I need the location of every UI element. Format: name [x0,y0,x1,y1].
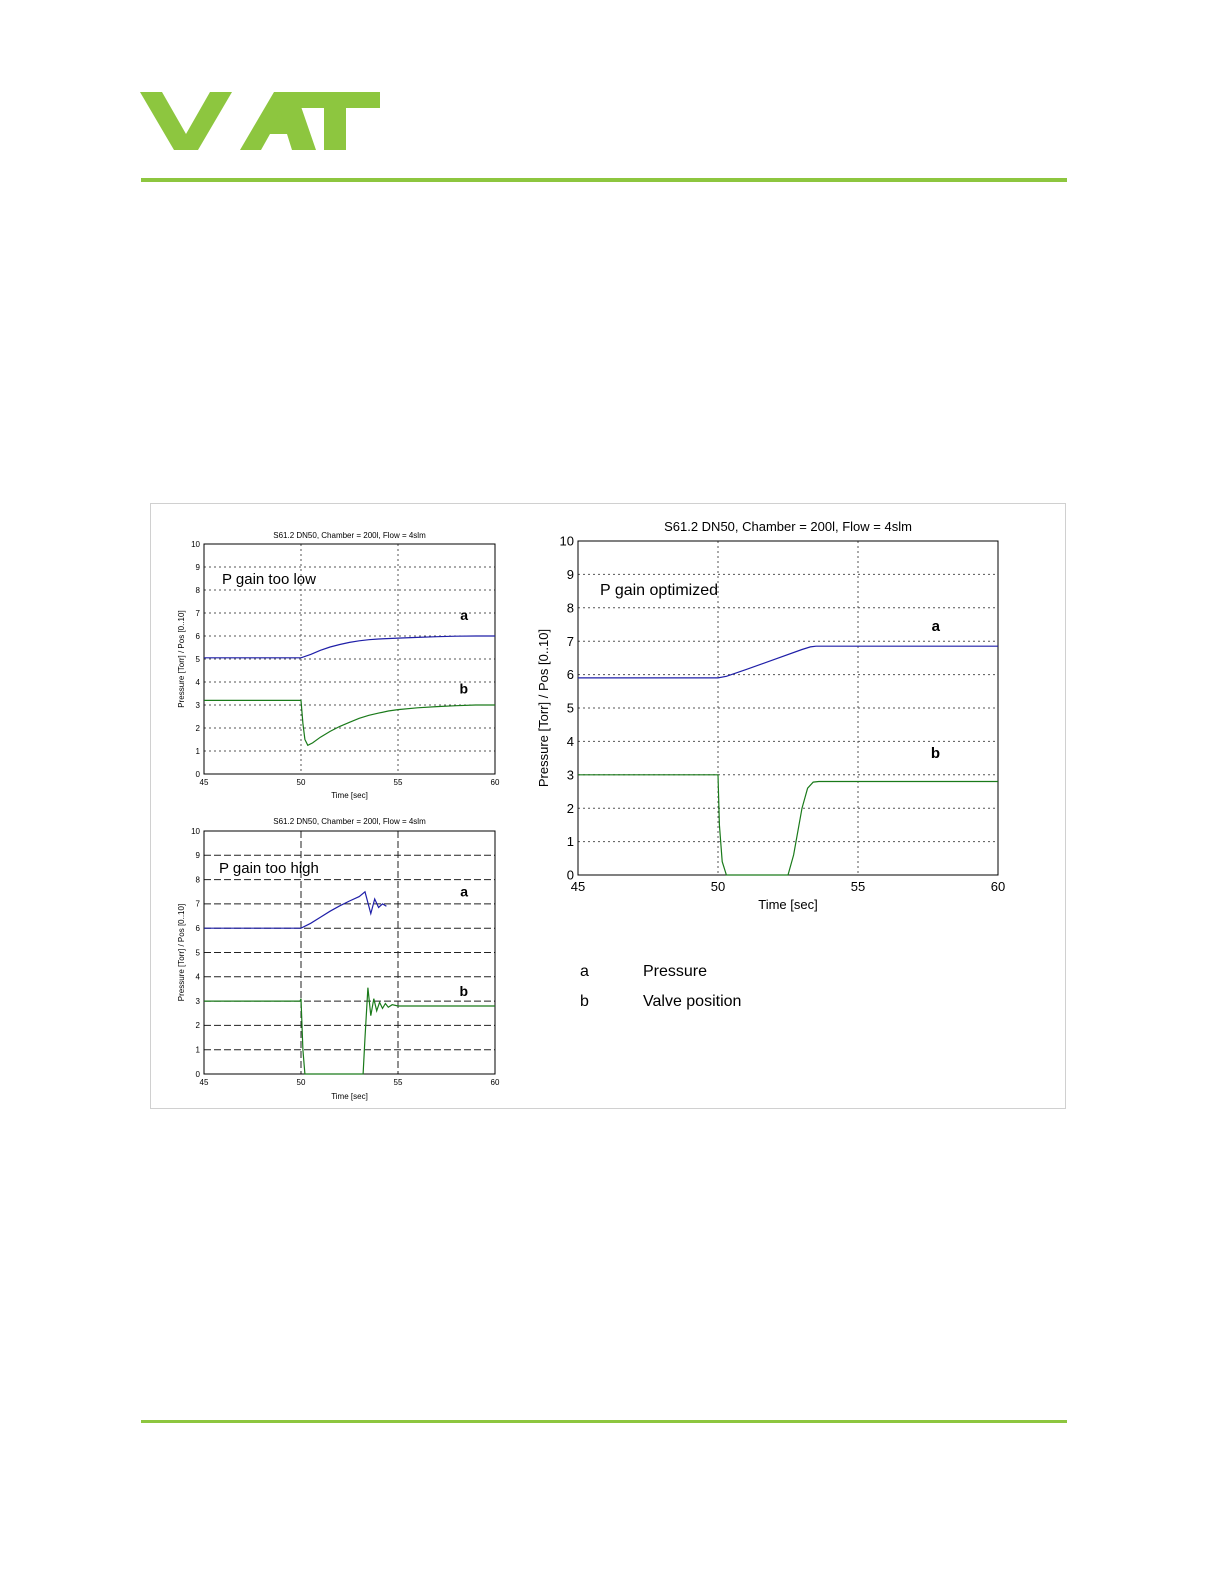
y-tick-label: 9 [195,562,200,572]
y-tick-label: 3 [195,700,200,710]
y-tick-label: 6 [195,631,200,641]
legend-label: Valve position [643,993,742,1010]
series-label-b: b [930,745,940,763]
y-tick-label: 5 [195,654,200,664]
y-tick-label: 4 [566,733,574,749]
vat-logo [140,92,380,150]
x-tick-label: 45 [199,778,209,787]
x-tick-label: 45 [199,1078,209,1087]
y-tick-label: 1 [195,1045,200,1055]
chart-p-gain-optimized [530,512,1010,914]
figure-legend [580,957,741,1017]
y-axis-label: Pressure [Torr] / Pos [0..10] [177,903,186,1002]
y-tick-label: 6 [566,667,574,683]
y-tick-label: 1 [195,746,200,756]
chart-p-gain-too-low [170,520,510,805]
x-tick-label: 55 [393,1078,403,1087]
chart-annotation: P gain too low [222,571,316,588]
chart-title: S61.2 DN50, Chamber = 200l, Flow = 4slm [273,531,426,540]
y-tick-label: 9 [195,851,200,861]
x-tick-label: 60 [490,1078,500,1087]
y-tick-label: 7 [195,608,200,618]
y-tick-label: 3 [566,767,574,783]
x-tick-label: 50 [710,879,726,894]
x-tick-label: 55 [850,879,866,894]
y-tick-label: 4 [195,677,200,687]
x-axis-label: Time [sec] [331,791,368,800]
y-axis-label: Pressure [Torr] / Pos [0..10] [177,610,186,708]
x-tick-label: 55 [393,778,403,787]
y-tick-label: 3 [195,996,200,1006]
y-tick-label: 2 [195,1021,200,1031]
y-tick-label: 7 [195,899,200,909]
y-tick-label: 8 [195,585,200,595]
y-tick-label: 10 [191,826,200,836]
legend-row-a [580,957,741,987]
series-label-a: a [460,606,468,623]
y-tick-label: 1 [566,834,574,850]
y-tick-label: 8 [566,600,574,616]
series-line-b [578,775,998,875]
series-label-b: b [459,680,468,697]
chart-p-gain-too-high [170,808,510,1103]
x-axis-label: Time [sec] [758,897,818,912]
chart-title: S61.2 DN50, Chamber = 200l, Flow = 4slm [664,519,912,534]
x-axis-label: Time [sec] [331,1092,368,1101]
series-line-a [204,892,386,928]
y-tick-label: 0 [195,769,200,779]
y-tick-label: 9 [566,566,574,582]
y-tick-label: 2 [566,800,574,816]
y-tick-label: 2 [195,723,200,733]
y-axis-label: Pressure [Torr] / Pos [0..10] [536,628,551,788]
series-label-a: a [460,883,468,900]
x-tick-label: 50 [296,1078,306,1087]
series-line-a [204,636,495,658]
y-tick-label: 10 [191,539,200,549]
chart-title: S61.2 DN50, Chamber = 200l, Flow = 4slm [273,817,426,826]
y-tick-label: 7 [566,633,574,649]
y-tick-label: 0 [566,867,574,883]
y-tick-label: 5 [566,700,574,716]
x-tick-label: 50 [296,778,306,787]
series-label-a: a [931,618,940,636]
legend-key: b [580,993,589,1010]
legend-key: a [580,963,589,980]
series-line-a [578,646,998,678]
x-tick-label: 60 [490,778,500,787]
legend-label: Pressure [643,963,708,980]
y-tick-label: 6 [195,924,200,933]
x-tick-label: 45 [570,879,586,894]
series-label-b: b [459,983,468,1000]
y-tick-label: 10 [559,533,574,549]
footer-rule [141,1420,1067,1423]
y-tick-label: 4 [195,972,200,982]
chart-annotation: P gain too high [219,860,319,877]
y-tick-label: 8 [195,875,200,885]
series-line-b [204,700,495,745]
header-rule [141,178,1067,182]
y-tick-label: 0 [195,1069,200,1079]
legend-row-b [580,987,741,1017]
y-tick-label: 5 [195,948,200,958]
chart-annotation: P gain optimized [600,582,718,599]
x-tick-label: 60 [990,879,1006,894]
